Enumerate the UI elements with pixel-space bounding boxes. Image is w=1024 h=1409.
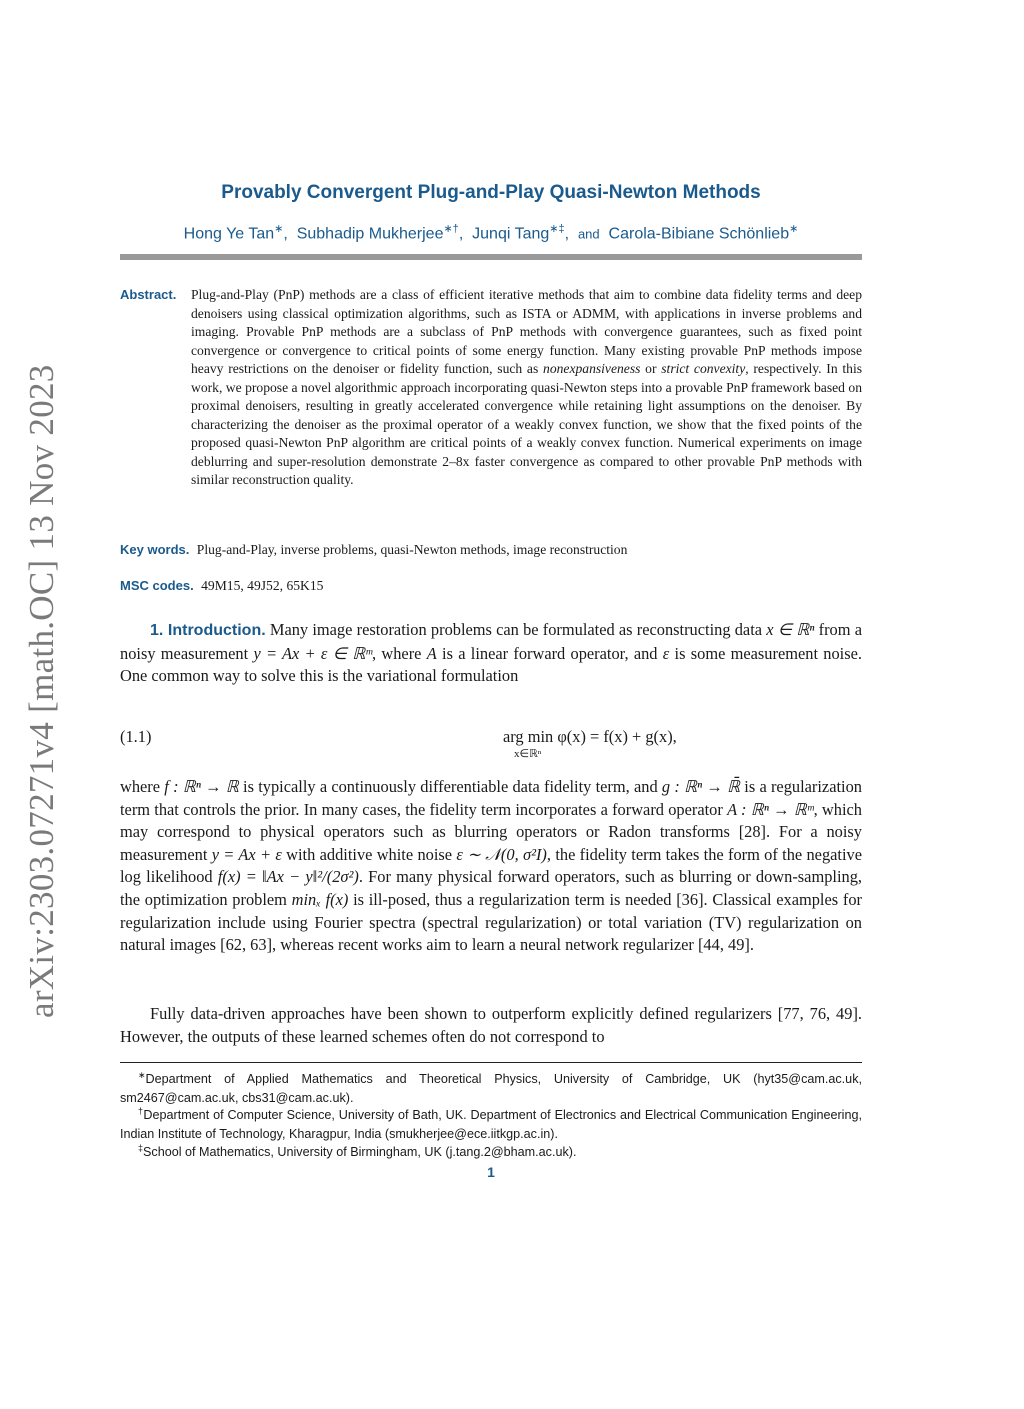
footnote-rule — [120, 1062, 862, 1063]
title-rule — [120, 254, 862, 260]
math-inline: g : ℝⁿ → ℝ̄ — [661, 777, 741, 796]
msc-codes — [120, 578, 862, 594]
keywords — [120, 542, 862, 558]
affiliation-marker: ∗‡ — [549, 223, 565, 235]
page-number: 1 — [487, 1164, 495, 1180]
footnote-text: Department of Applied Mathematics and Theoretical Physics, University of Cambridge, UK (hyt35@cam.ac.uk, sm2467@cam.ac.uk, cbs31@cam.ac.uk). — [120, 1072, 862, 1106]
intro-paragraph-1 — [120, 619, 862, 688]
footnote-marker: ∗ — [138, 1070, 146, 1080]
footnote-marker: ‡ — [138, 1143, 144, 1153]
keywords-text: Plug-and-Play, inverse problems, quasi-Newton methods, image reconstruction — [196, 542, 628, 557]
abstract-body — [191, 286, 862, 490]
body-text: is some measurement noise. One common way to solve this is the variational formulation — [120, 643, 862, 686]
section-heading: 1. Introduction. — [150, 622, 266, 639]
body-text: Fully data-driven approaches have been shown to outperform explicitly defined regularizers [77, 76, 49]. However, the outputs of these learned schemes often do not correspond to — [120, 1004, 862, 1046]
equation-expression: arg min φ(x) = f(x) + g(x), — [503, 727, 677, 746]
intro-paragraph-2 — [120, 776, 862, 957]
body-text: is a regularization term that controls the prior. In many cases, the fidelity term incorporates a forward operator — [120, 777, 862, 819]
keywords-label: Key words. — [120, 542, 190, 557]
author-name: Carola-Bibiane Schönlieb — [608, 225, 790, 243]
author-list: Hong Ye Tan∗, Subhadip Mukherjee∗†, Junqi Tang∗‡, and Carola-Bibiane Schönlieb∗ — [183, 223, 799, 243]
body-text: with additive white noise — [286, 844, 453, 864]
math-inline: f : ℝⁿ → ℝ — [164, 777, 239, 796]
math-inline: x ∈ ℝⁿ — [766, 620, 815, 639]
abstract — [120, 286, 862, 490]
author-name: Hong Ye Tan — [183, 225, 275, 243]
affiliation-marker: ∗ — [274, 223, 284, 235]
math-inline: y = Ax + ε — [211, 844, 282, 864]
abstract-text: or — [645, 361, 657, 376]
affiliation-marker: ∗ — [789, 223, 799, 235]
body-text: from a noisy measurement — [120, 620, 862, 663]
body-text: is a linear forward operator, and — [442, 643, 658, 663]
body-text: where — [120, 777, 161, 796]
intro-paragraph-3 — [120, 1003, 862, 1048]
equation-subscript: x∈ℝⁿ — [514, 748, 542, 760]
equation-number: (1.1) — [120, 727, 152, 746]
equation-1-1 — [120, 727, 862, 767]
math-inline: minₓ f(x) — [291, 889, 349, 909]
abstract-emphasis: nonexpansiveness — [543, 361, 641, 376]
math-inline: A : ℝⁿ → ℝᵐ — [727, 799, 814, 819]
body-text: , which may correspond to physical operators such as blurring operators or Radon transforms [28]. For a noisy measurement — [120, 799, 862, 864]
math-inline: y = Ax + ε ∈ ℝᵐ — [253, 643, 373, 663]
author-name: Junqi Tang — [472, 225, 550, 243]
body-text: . For many physical forward operators, such as blurring or down-sampling, the optimization problem — [120, 867, 862, 909]
msc-text: 49M15, 49J52, 65K15 — [201, 578, 324, 593]
body-text: Many image restoration problems can be formulated as reconstructing data — [269, 620, 763, 639]
math-inline: f(x) = ‖Ax − y‖²/(2σ²) — [217, 867, 359, 887]
math-inline: ε ∼ 𝒩(0, σ²I) — [456, 844, 547, 864]
abstract-label: Abstract. — [120, 287, 177, 302]
footnote-text: School of Mathematics, University of Birmingham, UK (j.tang.2@bham.ac.uk). — [143, 1145, 577, 1160]
author-conjunction: and — [577, 226, 600, 242]
author-name: Subhadip Mukherjee — [296, 225, 444, 243]
abstract-text: Plug-and-Play (PnP) methods are a class of efficient iterative methods that aim to combine data fidelity terms and deep denoisers using classical optimization algorithms, such as ISTA or ADMM, with applications in inverse problems and imaging. Provable PnP methods are a subclass of PnP methods with convergence guarantees, such as fixed point convergence or convergence to critical points of some energy function. Many existing provable PnP methods impose heavy restrictions on the denoiser or fidelity function, such as — [191, 287, 862, 376]
math-inline: A — [426, 643, 437, 663]
affiliation-marker: ∗† — [443, 223, 459, 235]
body-text: , the fidelity term takes the form of the negative log likelihood — [120, 844, 862, 887]
body-text: is typically a continuously differentiable data fidelity term, and — [243, 777, 658, 796]
body-text: is ill-posed, thus a regularization term is needed [36]. Classical examples for regularization include using Fourier spectra (spectral regularization) or total variation (TV) regularization on natural images [62, 63], whereas recent works aim to learn a neural network regularizer [44, 49]. — [120, 889, 862, 955]
footnote-2 — [120, 1102, 862, 1144]
body-text: , where — [372, 643, 422, 663]
footnote-text: Department of Computer Science, University of Bath, UK. Department of Electronics and Electrical Communication Engineering, Indian Institute of Technology, Kharagpur, India (smukherjee@ece.iitkgp.ac.in). — [120, 1108, 862, 1142]
math-inline: ε — [662, 643, 670, 663]
footnote-marker: † — [138, 1106, 144, 1116]
abstract-text: , respectively. In this work, we propose a novel algorithmic approach incorporating quasi-Newton steps into a provable PnP framework based on proximal denoisers, resulting in greatly accelerated convergence while retaining light assumptions on the denoiser. By characterizing the denoiser as the proximal operator of a weakly convex function, we show that the fixed points of the proposed quasi-Newton PnP algorithm are critical points of a weakly convex function. Numerical experiments on image deblurring and super-resolution demonstrate 2–8x faster convergence as compared to other provable PnP methods with similar reconstruction quality. — [191, 361, 863, 487]
footnote-3 — [120, 1139, 862, 1162]
paper-title: Provably Convergent Plug-and-Play Quasi-Newton Methods — [221, 182, 761, 203]
msc-label: MSC codes. — [120, 578, 194, 593]
abstract-emphasis: strict convexity — [661, 361, 746, 376]
